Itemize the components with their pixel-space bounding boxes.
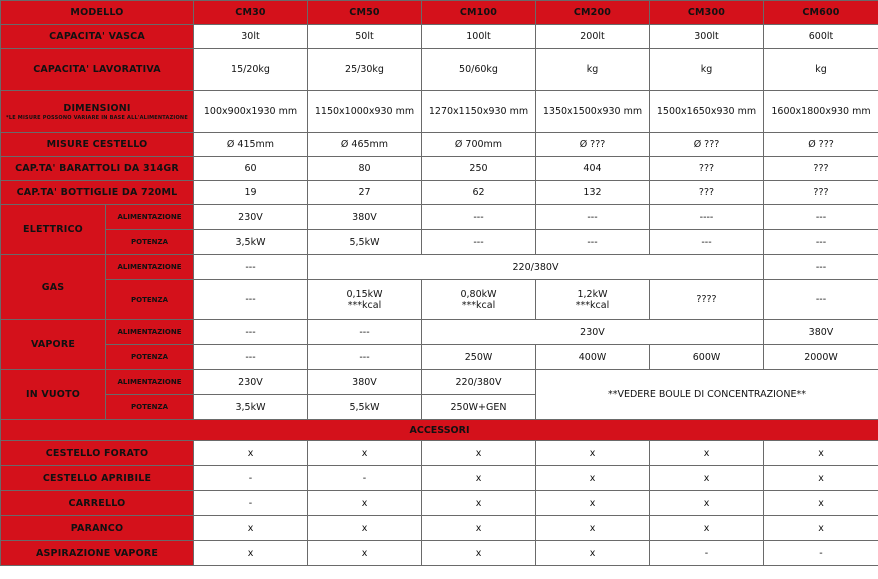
cell: 380V [308, 370, 422, 395]
cell: - [194, 491, 308, 516]
cell-line: 1,2kW [577, 288, 608, 300]
cell: x [422, 516, 536, 541]
cell: 1500x1650x930 mm [650, 91, 764, 133]
cell: 100lt [422, 25, 536, 49]
cell: x [536, 441, 650, 466]
accessori-row [1, 466, 878, 491]
cell: 400W [536, 345, 650, 370]
cell: x [536, 466, 650, 491]
cell: 380V [764, 320, 878, 345]
cell: 200lt [536, 25, 650, 49]
cell: 19 [194, 181, 308, 205]
cell: 3,5kW [194, 395, 308, 420]
cell: ??? [650, 157, 764, 181]
cell: --- [764, 280, 878, 320]
sub-label: POTENZA [106, 230, 194, 255]
cell: --- [650, 230, 764, 255]
cell: x [194, 541, 308, 566]
cell: --- [194, 320, 308, 345]
sub-label: ALIMENTAZIONE [106, 205, 194, 230]
row-vapore-potenza [1, 345, 878, 370]
cell: 60 [194, 157, 308, 181]
cell: x [650, 491, 764, 516]
group-label-vapore: VAPORE [1, 320, 106, 370]
cell: 380V [308, 205, 422, 230]
row-bottiglie [1, 181, 878, 205]
row-dimensioni [1, 91, 878, 133]
cell: - [194, 466, 308, 491]
cell: x [194, 516, 308, 541]
cell: 25/30kg [308, 49, 422, 91]
cell: --- [194, 280, 308, 320]
cell: 3,5kW [194, 230, 308, 255]
model-cm600: CM600 [764, 1, 878, 25]
cell: ???? [650, 280, 764, 320]
cell [422, 280, 536, 320]
cell: 230V [194, 370, 308, 395]
cell: 15/20kg [194, 49, 308, 91]
cell: kg [536, 49, 650, 91]
cell: --- [536, 230, 650, 255]
cell: Ø 465mm [308, 133, 422, 157]
cell: - [764, 541, 878, 566]
row-capacita-lavorativa [1, 49, 878, 91]
cell: --- [764, 205, 878, 230]
cell: --- [194, 345, 308, 370]
cell: x [650, 516, 764, 541]
cell: kg [764, 49, 878, 91]
cell-line: 0,80kW [460, 288, 497, 300]
cell: 600W [650, 345, 764, 370]
row-label: MISURE CESTELLO [1, 133, 194, 157]
cell: 1350x1500x930 mm [536, 91, 650, 133]
accessori-row [1, 541, 878, 566]
sub-label: POTENZA [106, 280, 194, 320]
row-label: CAP.TA' BOTTIGLIE DA 720ML [1, 181, 194, 205]
row-label: PARANCO [1, 516, 194, 541]
cell: x [536, 491, 650, 516]
sub-label: POTENZA [106, 345, 194, 370]
cell [308, 280, 422, 320]
cell: ??? [764, 157, 878, 181]
accessori-title: ACCESSORI [1, 420, 878, 441]
cell: 80 [308, 157, 422, 181]
sub-label: ALIMENTAZIONE [106, 255, 194, 280]
header-row [1, 1, 878, 25]
group-label-in-vuoto: IN VUOTO [1, 370, 106, 420]
accessori-header-row [1, 420, 878, 441]
cell: --- [422, 205, 536, 230]
cell: - [308, 466, 422, 491]
accessori-row [1, 491, 878, 516]
cell: 62 [422, 181, 536, 205]
cell: x [422, 541, 536, 566]
concentrazione-note: **VEDERE BOULE DI CONCENTRAZIONE** [536, 370, 878, 420]
row-capacita-vasca [1, 25, 878, 49]
cell: x [650, 441, 764, 466]
cell: 404 [536, 157, 650, 181]
model-cm50: CM50 [308, 1, 422, 25]
cell: x [764, 516, 878, 541]
cell: 250 [422, 157, 536, 181]
cell: 1150x1000x930 mm [308, 91, 422, 133]
cell: 250W [422, 345, 536, 370]
cell: 230V [194, 205, 308, 230]
model-cm300: CM300 [650, 1, 764, 25]
cell: x [422, 441, 536, 466]
row-label: CAP.TA' BARATTOLI DA 314GR [1, 157, 194, 181]
cell: Ø 700mm [422, 133, 536, 157]
row-label: CAPACITA' LAVORATIVA [1, 49, 194, 91]
dimensioni-note: *LE MISURE POSSONO VARIARE IN BASE ALL'ALIMENTAZIONE [6, 114, 188, 121]
row-elettrico-potenza [1, 230, 878, 255]
cell: x [536, 541, 650, 566]
cell: x [764, 466, 878, 491]
cell: ??? [650, 181, 764, 205]
cell: ??? [764, 181, 878, 205]
cell-line: ***kcal [347, 299, 382, 311]
row-label: CAPACITA' VASCA [1, 25, 194, 49]
sub-label: ALIMENTAZIONE [106, 320, 194, 345]
cell: 132 [536, 181, 650, 205]
accessori-row [1, 441, 878, 466]
row-label: CESTELLO FORATO [1, 441, 194, 466]
cell: --- [536, 205, 650, 230]
sub-label: POTENZA [106, 395, 194, 420]
cell: x [764, 491, 878, 516]
model-cm100: CM100 [422, 1, 536, 25]
cell: 1600x1800x930 mm [764, 91, 878, 133]
accessori-row [1, 516, 878, 541]
row-label: CARRELLO [1, 491, 194, 516]
cell: x [650, 466, 764, 491]
cell: x [194, 441, 308, 466]
cell: 300lt [650, 25, 764, 49]
merged-cell: 230V [422, 320, 764, 345]
cell: 2000W [764, 345, 878, 370]
cell: x [308, 491, 422, 516]
cell: x [308, 541, 422, 566]
cell: x [422, 466, 536, 491]
row-label [1, 91, 194, 133]
cell: x [764, 441, 878, 466]
cell [536, 280, 650, 320]
cell-line: 0,15kW [346, 288, 383, 300]
cell: x [308, 441, 422, 466]
row-label: CESTELLO APRIBILE [1, 466, 194, 491]
cell: x [536, 516, 650, 541]
merged-cell: 220/380V [308, 255, 764, 280]
cell: 5,5kW [308, 230, 422, 255]
cell: 5,5kW [308, 395, 422, 420]
sub-label: ALIMENTAZIONE [106, 370, 194, 395]
cell: Ø ??? [536, 133, 650, 157]
cell: --- [764, 255, 878, 280]
cell: --- [764, 230, 878, 255]
cell: x [308, 516, 422, 541]
cell: 27 [308, 181, 422, 205]
dimensioni-label: DIMENSIONI [63, 102, 131, 114]
cell: ---- [650, 205, 764, 230]
cell: kg [650, 49, 764, 91]
cell: Ø ??? [764, 133, 878, 157]
cell: 250W+GEN [422, 395, 536, 420]
cell: --- [422, 230, 536, 255]
cell: x [422, 491, 536, 516]
row-gas-alimentazione [1, 255, 878, 280]
cell: Ø 415mm [194, 133, 308, 157]
cell-line: ***kcal [575, 299, 610, 311]
row-elettrico-alimentazione [1, 205, 878, 230]
model-cm30: CM30 [194, 1, 308, 25]
cell: 50lt [308, 25, 422, 49]
header-label: MODELLO [1, 1, 194, 25]
cell: --- [308, 345, 422, 370]
cell: 100x900x1930 mm [194, 91, 308, 133]
cell-line: ***kcal [461, 299, 496, 311]
row-vapore-alimentazione [1, 320, 878, 345]
cell: --- [194, 255, 308, 280]
cell: 600lt [764, 25, 878, 49]
cell: --- [308, 320, 422, 345]
cell: 220/380V [422, 370, 536, 395]
group-label-elettrico: ELETTRICO [1, 205, 106, 255]
row-vuoto-alimentazione [1, 370, 878, 395]
group-label-gas: GAS [1, 255, 106, 320]
row-barattoli [1, 157, 878, 181]
row-gas-potenza [1, 280, 878, 320]
row-misure-cestello [1, 133, 878, 157]
model-cm200: CM200 [536, 1, 650, 25]
cell: - [650, 541, 764, 566]
cell: Ø ??? [650, 133, 764, 157]
cell: 30lt [194, 25, 308, 49]
row-label: ASPIRAZIONE VAPORE [1, 541, 194, 566]
cell: 1270x1150x930 mm [422, 91, 536, 133]
cell: 50/60kg [422, 49, 536, 91]
